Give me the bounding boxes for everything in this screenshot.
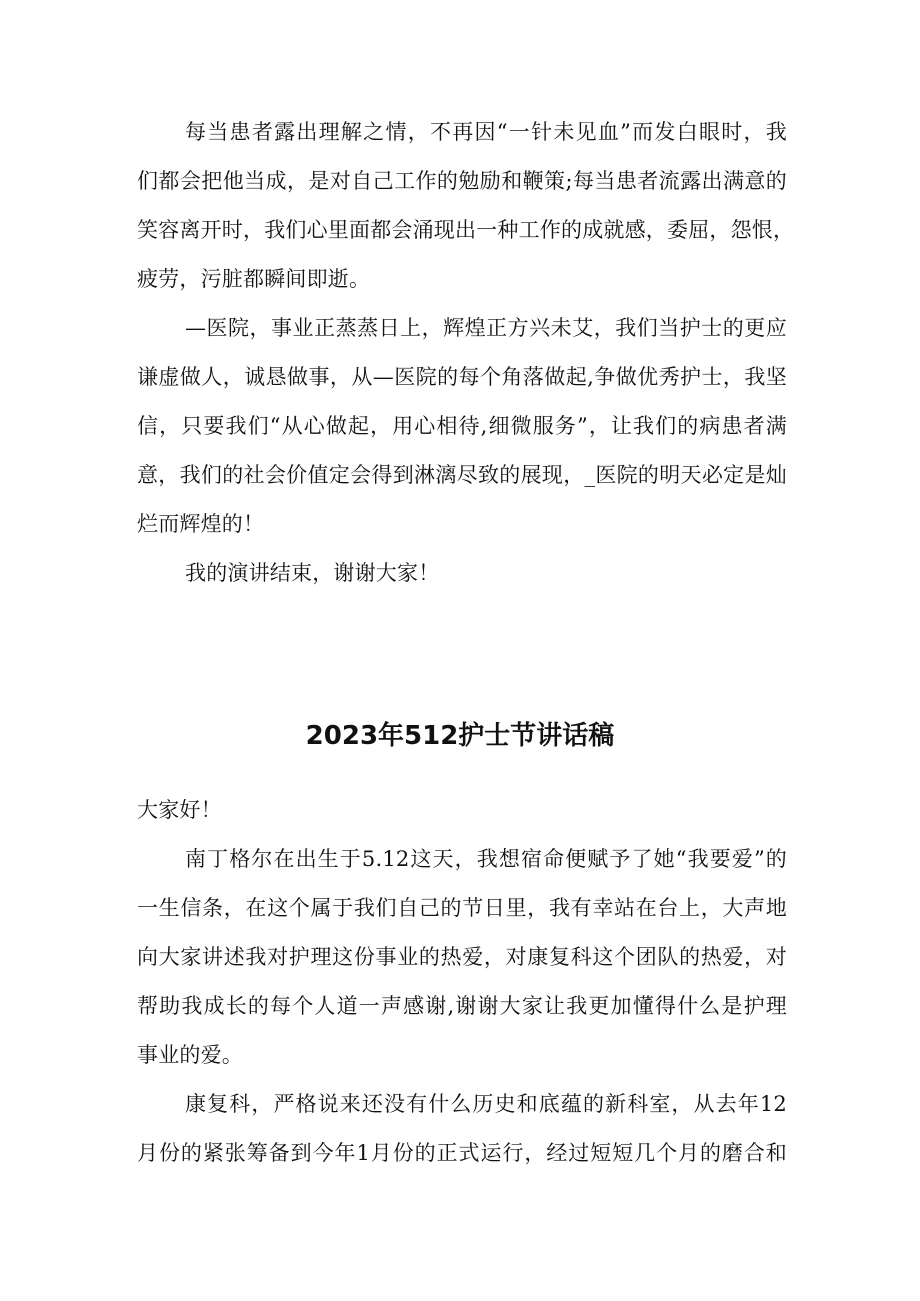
text-line: 月份的紧张筹备到今年1月份的正式运行，经过短短几个月的磨合和 <box>137 1141 787 1165</box>
text-line: 谦虚做人，诚恳做事，从—医院的每个角落做起,争做优秀护士，我坚 <box>137 365 787 389</box>
text-line: 笑容离开时，我们心里面都会涌现出一种工作的成就感，委屈，怨恨， <box>137 218 795 242</box>
text-line: 信，只要我们“从心做起，用心相待,细微服务”，让我们的病患者满 <box>137 414 787 438</box>
paragraph <box>137 1080 787 1178</box>
text-line: 南丁格尔在出生于5.12这天，我想宿命便赋予了她“我要爱”的 <box>185 847 787 871</box>
speech-ending <box>137 108 795 598</box>
paragraph <box>137 108 795 304</box>
paragraph <box>137 835 787 1080</box>
text-line: 向大家讲述我对护理这份事业的热爱，对康复科这个团队的热爱，对 <box>137 945 787 969</box>
text-line: 意，我们的社会价值定会得到淋漓尽致的展现，_医院的明天必定是灿 <box>137 463 787 487</box>
text-line: 烂而辉煌的！ <box>137 512 265 536</box>
text-line: 们都会把他当成，是对自己工作的勉励和鞭策;每当患者流露出满意的 <box>137 169 787 193</box>
text-line: 疲劳，污脏都瞬间即逝。 <box>137 267 371 291</box>
text-line: 帮助我成长的每个人道一声感谢,谢谢大家让我更加懂得什么是护理 <box>137 994 787 1018</box>
text-line: 事业的爱。 <box>137 1043 243 1067</box>
speech-body <box>137 786 787 1178</box>
paragraph <box>137 304 787 549</box>
paragraph <box>137 549 787 598</box>
text-line: 我的演讲结束，谢谢大家！ <box>185 561 440 585</box>
greeting: 大家好！ <box>137 798 222 822</box>
document-title: 2023年512护士节讲话稿 <box>305 721 615 751</box>
text-line: —医院，事业正蒸蒸日上，辉煌正方兴未艾，我们当护士的更应 <box>185 316 787 340</box>
text-line: 康复科，严格说来还没有什么历史和底蕴的新科室，从去年12 <box>185 1092 787 1116</box>
text-line: 每当患者露出理解之情，不再因“一针未见血”而发白眼时，我 <box>185 120 787 144</box>
text-line: 一生信条，在这个属于我们自己的节日里，我有幸站在台上，大声地 <box>137 896 787 920</box>
